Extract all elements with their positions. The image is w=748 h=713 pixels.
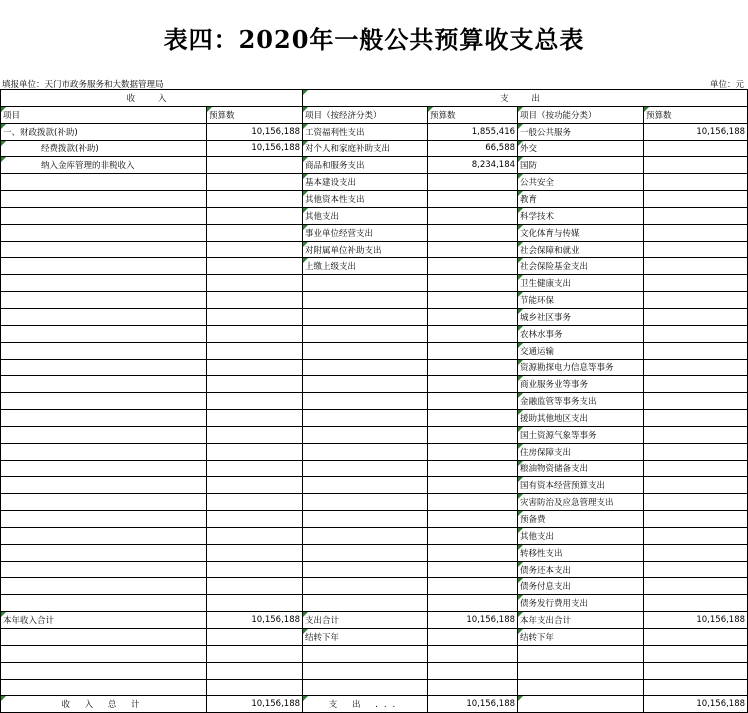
econ-value	[428, 207, 518, 224]
table-row	[1, 140, 748, 157]
func-value	[644, 629, 748, 646]
income-value	[207, 460, 303, 477]
econ-value: 66,588	[428, 140, 518, 157]
econ-item	[303, 460, 428, 477]
func-item: 卫生健康支出	[518, 275, 644, 292]
income-total-label: 本年收入合计	[1, 612, 207, 629]
func-value	[644, 308, 748, 325]
empty-cell	[1, 662, 207, 679]
income-value	[207, 629, 303, 646]
income-value	[207, 157, 303, 174]
func-value	[644, 224, 748, 241]
econ-value	[428, 595, 518, 612]
table-row	[1, 443, 748, 460]
col-header-item: 项目	[1, 106, 207, 123]
table-row	[1, 275, 748, 292]
func-item: 国防	[518, 157, 644, 174]
grand-func-value: 10,156,188	[644, 696, 748, 713]
func-value	[644, 376, 748, 393]
table-row	[1, 207, 748, 224]
empty-cell	[428, 679, 518, 696]
table-row	[1, 325, 748, 342]
income-item	[1, 410, 207, 427]
econ-value	[428, 325, 518, 342]
func-value	[644, 207, 748, 224]
income-value	[207, 359, 303, 376]
econ-value	[428, 191, 518, 208]
econ-item	[303, 511, 428, 528]
income-value	[207, 511, 303, 528]
func-item: 教育	[518, 191, 644, 208]
table-row	[1, 595, 748, 612]
income-item	[1, 544, 207, 561]
col-header-budget: 预算数	[207, 106, 303, 123]
func-item: 社会保险基金支出	[518, 258, 644, 275]
income-value	[207, 544, 303, 561]
func-item: 金融监管等事务支出	[518, 393, 644, 410]
func-item: 商业服务业等事务	[518, 376, 644, 393]
func-value	[644, 275, 748, 292]
income-item	[1, 376, 207, 393]
econ-item	[303, 443, 428, 460]
econ-item: 对个人和家庭补助支出	[303, 140, 428, 157]
empty-cell	[518, 662, 644, 679]
func-total-label: 本年支出合计	[518, 612, 644, 629]
func-value	[644, 157, 748, 174]
income-value	[207, 527, 303, 544]
income-item	[1, 443, 207, 460]
income-item	[1, 460, 207, 477]
func-value	[644, 511, 748, 528]
func-value	[644, 241, 748, 258]
econ-item	[303, 426, 428, 443]
income-item	[1, 292, 207, 309]
income-value	[207, 410, 303, 427]
func-item: 一般公共服务	[518, 123, 644, 140]
func-item: 公共安全	[518, 174, 644, 191]
table-row	[1, 645, 748, 662]
econ-item	[303, 393, 428, 410]
func-item: 文化体育与传媒	[518, 224, 644, 241]
header-row-columns	[1, 106, 748, 123]
empty-cell	[207, 679, 303, 696]
income-item	[1, 426, 207, 443]
carry-row	[1, 629, 748, 646]
income-item	[1, 342, 207, 359]
func-item: 科学技术	[518, 207, 644, 224]
table-row	[1, 224, 748, 241]
income-value	[207, 376, 303, 393]
func-item: 灾害防治及应急管理支出	[518, 494, 644, 511]
func-item: 外交	[518, 140, 644, 157]
income-item: 一、财政拨款(补助)	[1, 123, 207, 140]
econ-value	[428, 544, 518, 561]
empty-cell	[1, 645, 207, 662]
income-item	[1, 224, 207, 241]
table-row	[1, 376, 748, 393]
income-value	[207, 191, 303, 208]
income-value: 10,156,188	[207, 140, 303, 157]
func-value	[644, 342, 748, 359]
table-row	[1, 359, 748, 376]
grand-expense-label: 支 出 ...	[303, 696, 428, 713]
econ-item	[303, 342, 428, 359]
func-item: 国有资本经营预算支出	[518, 477, 644, 494]
table-row	[1, 292, 748, 309]
econ-value	[428, 359, 518, 376]
currency-unit: 单位：元	[709, 80, 744, 90]
income-item	[1, 494, 207, 511]
table-row	[1, 578, 748, 595]
econ-value	[428, 477, 518, 494]
income-item	[1, 308, 207, 325]
econ-item	[303, 544, 428, 561]
empty-cell	[428, 645, 518, 662]
econ-item	[303, 292, 428, 309]
econ-item: 商品和服务支出	[303, 157, 428, 174]
empty-cell	[518, 645, 644, 662]
econ-item: 事业单位经营支出	[303, 224, 428, 241]
econ-item	[303, 477, 428, 494]
econ-item	[303, 527, 428, 544]
page-title: 表四：2020年一般公共预算收支总表	[163, 25, 585, 54]
econ-value	[428, 376, 518, 393]
func-carry-label: 结转下年	[518, 629, 644, 646]
income-item	[1, 325, 207, 342]
econ-item	[303, 308, 428, 325]
col-header-func-item: 项目（按功能分类）	[518, 106, 644, 123]
income-item	[1, 393, 207, 410]
empty-cell	[644, 662, 748, 679]
econ-item: 工资福利性支出	[303, 123, 428, 140]
econ-value	[428, 174, 518, 191]
table-row	[1, 494, 748, 511]
func-value	[644, 561, 748, 578]
econ-total-label: 支出合计	[303, 612, 428, 629]
func-item: 社会保障和就业	[518, 241, 644, 258]
econ-item	[303, 561, 428, 578]
income-item	[1, 511, 207, 528]
econ-item	[303, 376, 428, 393]
empty-cell	[303, 679, 428, 696]
table-row	[1, 511, 748, 528]
income-value	[207, 443, 303, 460]
econ-item	[303, 275, 428, 292]
income-item	[1, 359, 207, 376]
econ-value	[428, 292, 518, 309]
func-value	[644, 174, 748, 191]
empty-cell	[207, 662, 303, 679]
func-value	[644, 477, 748, 494]
econ-value	[428, 258, 518, 275]
func-item: 转移性支出	[518, 544, 644, 561]
econ-item	[303, 494, 428, 511]
econ-item	[303, 359, 428, 376]
func-item: 粮油物资储备支出	[518, 460, 644, 477]
income-value	[207, 258, 303, 275]
income-value	[207, 426, 303, 443]
grand-total-row	[1, 696, 748, 713]
income-value	[207, 241, 303, 258]
income-item	[1, 191, 207, 208]
table-row	[1, 527, 748, 544]
expense-section-header: 支 出	[303, 90, 748, 107]
grand-income-value: 10,156,188	[207, 696, 303, 713]
econ-total-value: 10,156,188	[428, 612, 518, 629]
econ-value	[428, 494, 518, 511]
empty-cell	[303, 645, 428, 662]
table-row	[1, 191, 748, 208]
func-item: 节能环保	[518, 292, 644, 309]
func-item: 农林水事务	[518, 325, 644, 342]
income-item: 经费拨款(补助)	[1, 140, 207, 157]
empty-cell	[1, 679, 207, 696]
econ-value	[428, 443, 518, 460]
func-item: 资源勘探电力信息等事务	[518, 359, 644, 376]
income-item	[1, 275, 207, 292]
func-value	[644, 578, 748, 595]
income-value	[207, 275, 303, 292]
col-header-func-budget: 预算数	[644, 106, 748, 123]
header-row-sections	[1, 90, 748, 107]
econ-carry-label: 结转下年	[303, 629, 428, 646]
func-value	[644, 359, 748, 376]
econ-item	[303, 578, 428, 595]
table-row	[1, 393, 748, 410]
econ-item	[303, 410, 428, 427]
budget-table	[0, 89, 748, 713]
income-item	[1, 207, 207, 224]
table-row	[1, 662, 748, 679]
income-value	[207, 578, 303, 595]
income-item	[1, 578, 207, 595]
econ-value: 1,855,416	[428, 123, 518, 140]
func-item: 债务发行费用支出	[518, 595, 644, 612]
func-value	[644, 527, 748, 544]
income-value	[207, 308, 303, 325]
econ-item: 上缴上级支出	[303, 258, 428, 275]
table-row	[1, 157, 748, 174]
func-value	[644, 393, 748, 410]
func-item: 其他支出	[518, 527, 644, 544]
table-row	[1, 426, 748, 443]
col-header-econ-budget: 预算数	[428, 106, 518, 123]
func-value	[644, 544, 748, 561]
table-row	[1, 241, 748, 258]
table-row	[1, 342, 748, 359]
econ-item	[303, 325, 428, 342]
income-value	[207, 494, 303, 511]
func-item: 交通运输	[518, 342, 644, 359]
table-row	[1, 561, 748, 578]
econ-value	[428, 224, 518, 241]
func-item: 国土资源气象等事务	[518, 426, 644, 443]
table-row	[1, 258, 748, 275]
table-row	[1, 410, 748, 427]
econ-value	[428, 561, 518, 578]
func-value	[644, 258, 748, 275]
col-header-econ-item: 项目（按经济分类）	[303, 106, 428, 123]
grand-econ-value: 10,156,188	[428, 696, 518, 713]
func-item: 债务还本支出	[518, 561, 644, 578]
income-item	[1, 241, 207, 258]
econ-item	[303, 595, 428, 612]
func-item: 预备费	[518, 511, 644, 528]
income-value	[207, 224, 303, 241]
func-value	[644, 460, 748, 477]
income-item	[1, 595, 207, 612]
income-value	[207, 174, 303, 191]
income-item	[1, 527, 207, 544]
econ-value	[428, 578, 518, 595]
income-item: 纳入金库管理的非税收入	[1, 157, 207, 174]
econ-value	[428, 511, 518, 528]
func-value	[644, 494, 748, 511]
func-value	[644, 410, 748, 427]
econ-value	[428, 527, 518, 544]
grand-income-label: 收 入 总 计	[1, 696, 207, 713]
func-value	[644, 325, 748, 342]
income-item	[1, 477, 207, 494]
income-value	[207, 207, 303, 224]
econ-value	[428, 426, 518, 443]
econ-value	[428, 342, 518, 359]
econ-value: 8,234,184	[428, 157, 518, 174]
func-item: 城乡社区事务	[518, 308, 644, 325]
table-row	[1, 460, 748, 477]
func-value	[644, 292, 748, 309]
func-value	[644, 426, 748, 443]
income-section-header: 收 入	[1, 90, 303, 107]
table-row	[1, 174, 748, 191]
table-row	[1, 679, 748, 696]
func-value: 10,156,188	[644, 123, 748, 140]
econ-item: 其他支出	[303, 207, 428, 224]
empty-cell	[303, 662, 428, 679]
reporting-unit: 填报单位：天门市政务服务和大数据管理局	[2, 80, 164, 90]
func-value	[644, 140, 748, 157]
func-value	[644, 443, 748, 460]
func-total-value: 10,156,188	[644, 612, 748, 629]
income-value	[207, 393, 303, 410]
table-row	[1, 308, 748, 325]
func-value	[644, 595, 748, 612]
income-value	[207, 595, 303, 612]
income-item	[1, 629, 207, 646]
func-item: 债务付息支出	[518, 578, 644, 595]
econ-value	[428, 393, 518, 410]
empty-cell	[644, 645, 748, 662]
table-row	[1, 477, 748, 494]
econ-item: 基本建设支出	[303, 174, 428, 191]
grand-func-label	[518, 696, 644, 713]
income-value	[207, 342, 303, 359]
income-value: 10,156,188	[207, 123, 303, 140]
total-row	[1, 612, 748, 629]
econ-value	[428, 308, 518, 325]
func-value	[644, 191, 748, 208]
income-total-value: 10,156,188	[207, 612, 303, 629]
empty-cell	[207, 645, 303, 662]
income-value	[207, 292, 303, 309]
income-value	[207, 325, 303, 342]
func-item: 住房保障支出	[518, 443, 644, 460]
table-row	[1, 544, 748, 561]
income-item	[1, 174, 207, 191]
econ-item: 其他资本性支出	[303, 191, 428, 208]
econ-value	[428, 460, 518, 477]
econ-item: 对附属单位补助支出	[303, 241, 428, 258]
econ-value	[428, 275, 518, 292]
empty-cell	[518, 679, 644, 696]
income-item	[1, 258, 207, 275]
econ-value	[428, 410, 518, 427]
income-item	[1, 561, 207, 578]
empty-cell	[644, 679, 748, 696]
income-value	[207, 477, 303, 494]
empty-cell	[428, 662, 518, 679]
income-value	[207, 561, 303, 578]
table-row	[1, 123, 748, 140]
func-item: 援助其他地区支出	[518, 410, 644, 427]
econ-value	[428, 241, 518, 258]
econ-value	[428, 629, 518, 646]
